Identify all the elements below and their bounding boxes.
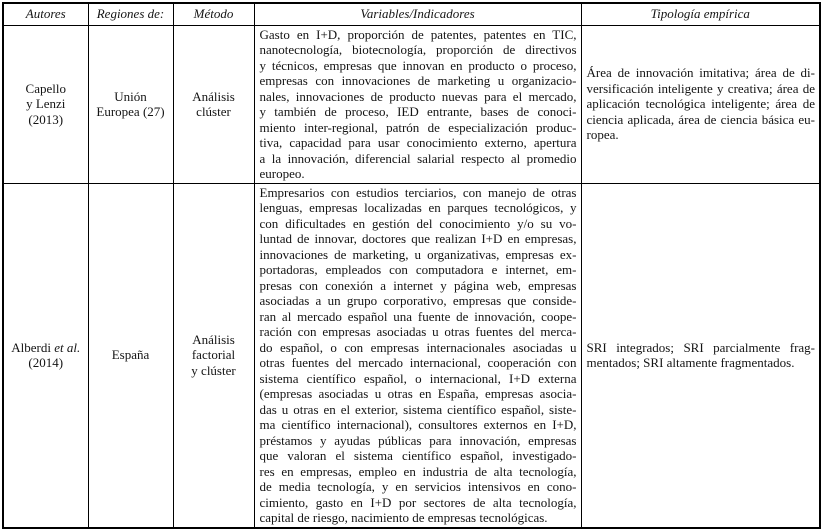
cell-tipologia-capello (581, 25, 820, 183)
header-autores: Autores (3, 3, 88, 25)
autores-text: Capello y Lenzi (2013) (25, 80, 66, 127)
header-regiones: Regiones de: (88, 3, 173, 25)
cell-variables-alberdi (254, 183, 581, 528)
cell-tipologia-alberdi (581, 183, 820, 528)
variables-text: Gasto en I+D, proporción de patentes, patentes en TIC, nanotecnología, biotecnología, proporción de directivos y técnicos, empresas que innovan en producto o proceso, empresas con innovaciones de marketing u organizacio- nales, innovaciones de producto nuevas para el mercado, y también de proceso, IED entrante, bases de conoci- miento inter-regional, patrón de especialización produc- tiva, capacidad para usar conocimiento externo, apertura a la innovación, diferencial salarial respecto al promedio europeo. (259, 26, 577, 181)
variables-text: Empresarios con estudios terciarios, con manejo de otras lenguas, empresas localizadas en parques tecnológicos, y con dificultades en gestión del conocimiento y/o su vo- luntad de innovar, doctores que realizan I+D en empresas, innovaciones de marketing, u organizativas, empresas ex- portadoras, empleados con computadora e internet, em- presas con conexión a internet y página web, empresas asociadas a un grupo corporativo, empresas que conside- ran al mercado español una fuente de innovación, coope- ración con empresas asociadas u otras fuentes del merca- do español, o con empresas internacionales asociadas u otras fuentes del mercado internacional, cooperación con sistema científico español, o internacional, I+D externa (empresas asociadas u otras en España, empresas asocia- das u otras en el exterior, sistema científico español, siste- ma científico internacional), consultores externos en I+D, préstamos y ayudas públicas para innovación, empresas que valoran el sistema científico español, investigado- res en empresas, empleo en industria de alta tecnología, de media tecnología, y en servicios intensivos en cono- cimiento, gasto en I+D por sectores de alta tecnología, capital de riesgo, nacimiento de empresas tecnológicas. (259, 184, 577, 525)
table-row-alberdi (3, 183, 820, 528)
autores-text (4, 340, 88, 371)
tipologia-text: SRI integrados; SRI parcialmente frag- mentados; SRI altamente fragmentados. (586, 339, 815, 370)
header-metodo: Método (173, 3, 254, 25)
metodo-text: Análisis factorial y clúster (191, 331, 236, 378)
table-header-row (3, 3, 820, 25)
author-etal: et al. (54, 339, 81, 355)
cell-regiones-espana (88, 183, 173, 528)
cell-variables-capello (254, 25, 581, 183)
metodo-text: Análisis clúster (192, 88, 235, 119)
cell-metodo-analisis-cluster (173, 25, 254, 183)
cell-autores-capello (3, 25, 88, 183)
header-tipologia: Tipología empírica (581, 3, 820, 25)
cell-regiones-union-europea (88, 25, 173, 183)
cell-metodo-analisis-factorial (173, 183, 254, 528)
literature-review-table (2, 2, 821, 529)
author-name: Alberdi (11, 339, 55, 355)
regiones-text: España (111, 347, 150, 363)
author-year: (2014) (28, 355, 64, 370)
regiones-text: Unión Europea (27) (96, 88, 165, 119)
cell-autores-alberdi (3, 183, 88, 528)
table-row-capello-lenzi (3, 25, 820, 183)
header-variables: Variables/Indicadores (254, 3, 581, 25)
tipologia-text: Área de innovación imitativa; área de di- versificación inteligente y creativa; área de aplicación tecnológica inteligente; área de ciencia aplicada, área de ciencia básica eu- ropea. (586, 65, 815, 143)
